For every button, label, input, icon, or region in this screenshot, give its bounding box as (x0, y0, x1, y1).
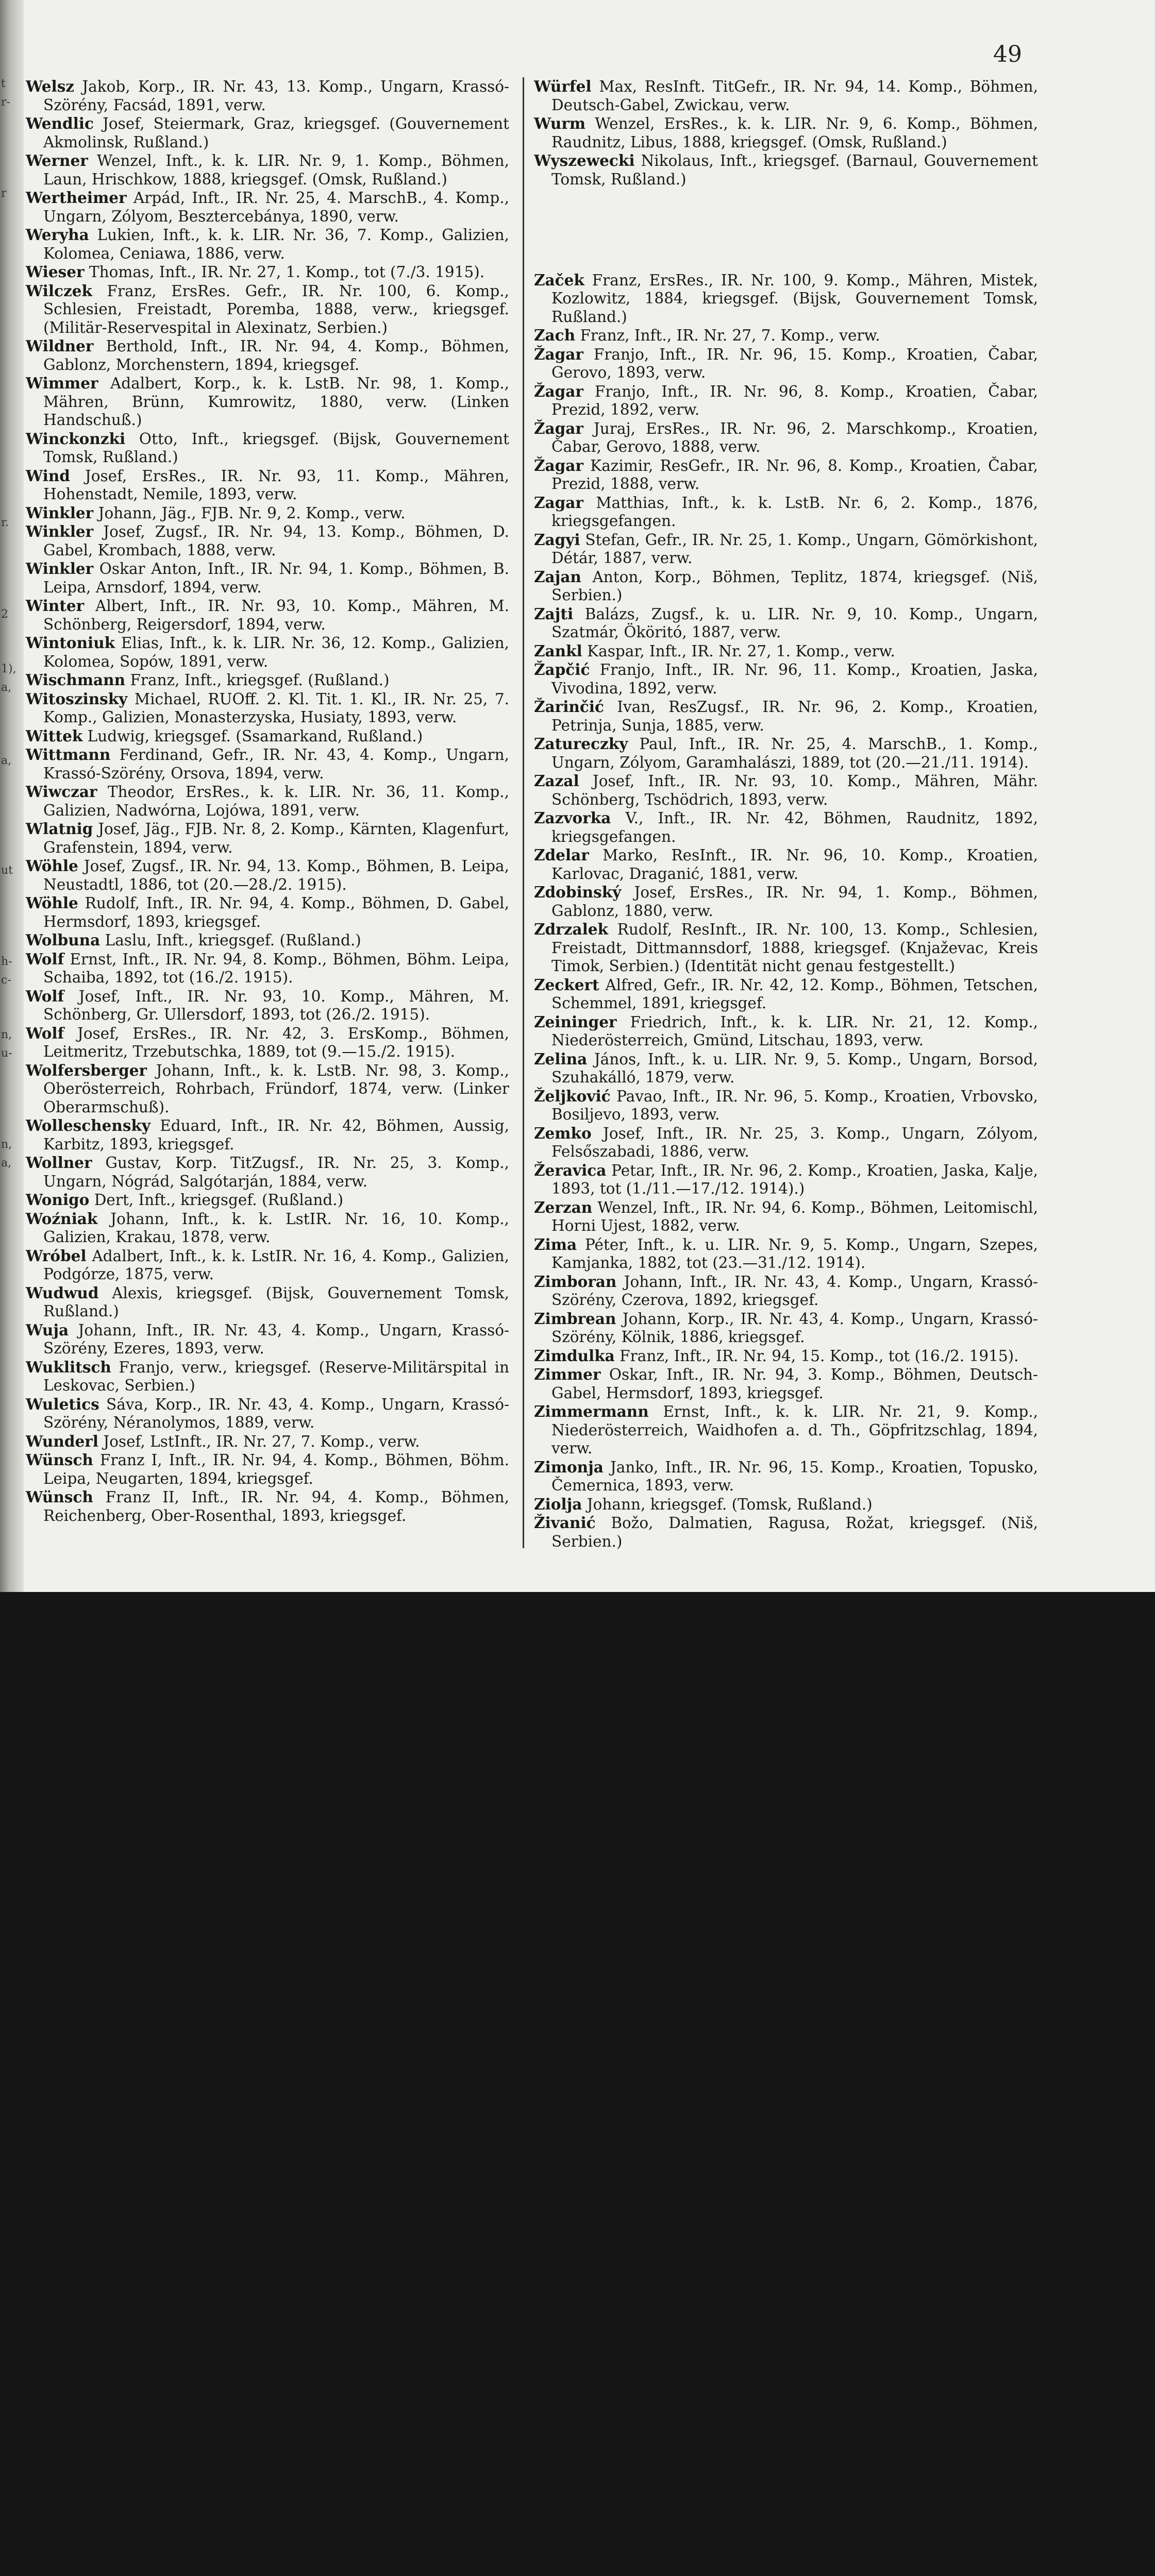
entry-details: Juraj, ErsRes., IR. Nr. 96, 2. Marschkomp., Kroatien, Čabar, Gerovo, 1888, verw. (551, 419, 1038, 455)
register-entry (534, 456, 1038, 494)
entry-surname: Woźniak (26, 1209, 98, 1228)
entry-surname: Wiwczar (26, 783, 97, 801)
entry-details: Johann, Inft., IR. Nr. 43, 4. Komp., Ungarn, Krassó-Szörény, Czerova, 1892, kriegsgef. (551, 1273, 1038, 1309)
register-entry (534, 698, 1038, 735)
register-entry (26, 1024, 509, 1061)
entry-details: Oskar Anton, Inft., IR. Nr. 94, 1. Komp., Böhmen, B. Leipa, Arnsdorf, 1894, verw. (43, 560, 509, 596)
entry-surname: Wudwud (26, 1283, 99, 1302)
entry-surname: Weryha (26, 226, 89, 244)
entry-details: Johann, Korp., IR. Nr. 43, 4. Komp., Ungarn, Krassó-Szörény, Kölnik, 1886, kriegsgef. (551, 1310, 1038, 1346)
register-entry (534, 1310, 1038, 1347)
entry-details: Josef, Zugsf., IR. Nr. 94, 13. Komp., Böhmen, D. Gabel, Krombach, 1888, verw. (43, 523, 509, 559)
entry-surname: Wuklitsch (26, 1358, 111, 1376)
entry-surname: Wind (26, 466, 70, 485)
entry-surname: Zima (534, 1235, 577, 1253)
register-entry (26, 560, 509, 597)
entry-details: Franz, Inft., IR. Nr. 94, 15. Komp., tot (16./2. 1915). (614, 1347, 1019, 1365)
entry-surname: Zajan (534, 567, 581, 586)
entry-details: Josef, Steiermark, Graz, kriegsgef. (Gouvernement Akmolinsk, Rußland.) (43, 115, 509, 151)
entry-surname: Zeckert (534, 975, 599, 994)
entry-details: Michael, RUOff. 2. Kl. Tit. 1. Kl., IR. Nr. 25, 7. Komp., Galizien, Monasterzyska, Husiaty, 1893, verw. (43, 690, 509, 726)
register-entry (26, 151, 509, 189)
register-entry (26, 1154, 509, 1191)
register-entry (534, 494, 1038, 531)
register-entry (534, 1124, 1038, 1161)
register-entry (26, 690, 509, 727)
register-entry (534, 772, 1038, 809)
entry-details: Alexis, kriegsgef. (Bijsk, Gouvernement Tomsk, Rußland.) (43, 1284, 509, 1320)
entry-details: Franjo, Inft., IR. Nr. 96, 15. Komp., Kroatien, Čabar, Gerovo, 1893, verw. (551, 345, 1038, 381)
entry-surname: Wintoniuk (26, 634, 115, 652)
entry-surname: Zagyi (534, 530, 580, 549)
entry-details: Josef, Inft., IR. Nr. 25, 3. Komp., Ungarn, Zólyom, Felsőszabadi, 1886, verw. (551, 1124, 1038, 1160)
entry-surname: Winkler (26, 522, 94, 540)
entry-details: Thomas, Inft., IR. Nr. 27, 1. Komp., tot (7./3. 1915). (84, 263, 485, 281)
entry-details: Franjo, Inft., IR. Nr. 96, 11. Komp., Kroatien, Jaska, Vivodina, 1892, verw. (551, 661, 1038, 697)
register-entry (26, 114, 509, 151)
entry-surname: Žagar (534, 456, 583, 474)
entry-details: Laslu, Inft., kriegsgef. (Rußland.) (100, 931, 361, 949)
register-entry (26, 1432, 509, 1451)
entry-surname: Winkler (26, 560, 94, 578)
entry-details: Nikolaus, Inft., kriegsgef. (Barnaul, Gouvernement Tomsk, Rußland.) (551, 152, 1038, 188)
register-entry (26, 1191, 509, 1210)
register-entry (26, 263, 509, 282)
entry-surname: Zdobinský (534, 883, 622, 901)
gutter-fragment: n, (1, 1028, 12, 1041)
gutter-fragment: a, (1, 754, 12, 767)
entry-details: Rudolf, ResInft., IR. Nr. 100, 13. Komp., Schlesien, Freistadt, Dittmannsdorf, 1888, kriegsgef. (Knjaževac, Kreis Timok, Serbien.) (Identität nicht genau festgestellt.) (551, 921, 1038, 975)
entry-details: Otto, Inft., kriegsgef. (Bijsk, Gouvernement Tomsk, Rußland.) (43, 430, 509, 466)
entry-details: Oskar, Inft., IR. Nr. 94, 3. Komp., Böhmen, Deutsch-Gabel, Hermsdorf, 1893, kriegsgef. (551, 1366, 1038, 1402)
entry-surname: Wurm (534, 114, 586, 132)
register-entry (534, 660, 1038, 698)
gutter-fragment: n, (1, 1138, 12, 1151)
register-entry (534, 271, 1038, 327)
entry-details: Josef, ErsRes., IR. Nr. 94, 1. Komp., Böhmen, Gablonz, 1880, verw. (551, 884, 1038, 920)
entry-surname: Zajti (534, 604, 574, 623)
entry-details: Albert, Inft., IR. Nr. 93, 10. Komp., Mähren, M. Schönberg, Reigersdorf, 1894, verw. (43, 597, 509, 633)
entry-surname: Wendlic (26, 114, 94, 132)
register-entry (534, 114, 1038, 151)
entry-details: Paul, Inft., IR. Nr. 25, 4. MarschB., 1. Komp., Ungarn, Zólyom, Garamhalászi, 1889, tot (20.—21./11. 1914). (551, 735, 1038, 771)
entry-details: Theodor, ErsRes., k. k. LIR. Nr. 36, 11. Komp., Galizien, Nadwórna, Lojówa, 1891, verw. (43, 783, 509, 819)
register-entry (26, 226, 509, 263)
register-entry (26, 1116, 509, 1154)
register-entry (534, 883, 1038, 920)
page-gutter (0, 0, 24, 1592)
page-number: 49 (993, 41, 1022, 67)
gutter-fragment: r. (1, 516, 9, 529)
gutter-fragment: c- (1, 973, 11, 987)
entry-details: Arpád, Inft., IR. Nr. 25, 4. MarschB., 4. Komp., Ungarn, Zólyom, Besztercebánya, 1890, verw. (43, 189, 509, 225)
register-entry (26, 783, 509, 820)
entry-details: Franz, ErsRes. Gefr., IR. Nr. 100, 6. Komp., Schlesien, Freistadt, Poremba, 1888, verw., kriegsgef. (Militär-Reservespital in Alexinatz, Serbien.) (43, 282, 509, 336)
register-entry (26, 430, 509, 467)
entry-surname: Wimmer (26, 374, 98, 392)
entry-details: Wenzel, ErsRes., k. k. LIR. Nr. 9, 6. Komp., Böhmen, Raudnitz, Libus, 1888, kriegsgef. (Omsk, Rußland.) (551, 115, 1038, 151)
register-entry (534, 1198, 1038, 1235)
entry-surname: Živanić (534, 1514, 596, 1532)
gutter-fragment: h- (1, 955, 12, 968)
register-entry (26, 931, 509, 950)
entry-surname: Žeravica (534, 1161, 607, 1179)
entry-details: Gustav, Korp. TitZugsf., IR. Nr. 25, 3. Komp., Ungarn, Nógrád, Salgótarján, 1884, verw. (43, 1154, 509, 1190)
entry-surname: Wolfersberger (26, 1061, 147, 1079)
register-entry (534, 1235, 1038, 1273)
register-entry (26, 77, 509, 114)
entry-surname: Wolbuna (26, 931, 101, 949)
register-entry (534, 920, 1038, 976)
register-entry (534, 1161, 1038, 1198)
register-entry (534, 568, 1038, 605)
entry-surname: Wittek (26, 726, 83, 745)
column-divider (523, 77, 524, 1548)
entry-details: Péter, Inft., k. u. LIR. Nr. 9, 5. Komp., Ungarn, Szepes, Kamjanka, 1882, tot (23.—31./12. 1914). (551, 1235, 1038, 1272)
entry-surname: Würfel (534, 77, 592, 95)
entry-surname: Začek (534, 270, 584, 289)
entry-details: Friedrich, Inft., k. k. LIR. Nr. 21, 12. Komp., Niederösterreich, Gmünd, Litschau, 1893, verw. (551, 1013, 1038, 1049)
register-entry (534, 1514, 1038, 1551)
entry-details: Josef, LstInft., IR. Nr. 27, 7. Komp., verw. (98, 1432, 420, 1450)
entry-details: Matthias, Inft., k. k. LstB. Nr. 6, 2. Komp., 1876, kriegsgefangen. (551, 494, 1038, 530)
entry-details: Stefan, Gefr., IR. Nr. 25, 1. Komp., Ungarn, Gömörkishont, Détár, 1887, verw. (551, 531, 1038, 567)
register-entry (26, 634, 509, 671)
entry-details: Franjo, Inft., IR. Nr. 96, 8. Komp., Kroatien, Čabar, Prezid, 1892, verw. (551, 382, 1038, 418)
register-entry (26, 1451, 509, 1488)
register-entry (26, 1210, 509, 1247)
entry-details: Marko, ResInft., IR. Nr. 96, 10. Komp., Kroatien, Karlovac, Draganić, 1881, verw. (551, 846, 1038, 883)
entry-gap (534, 204, 1038, 223)
register-entry (26, 1358, 509, 1395)
entry-surname: Wünsch (26, 1451, 93, 1469)
register-entry (534, 345, 1038, 382)
entry-surname: Wischmann (26, 671, 126, 689)
register-entry (26, 189, 509, 226)
entry-surname: Zatureczky (534, 735, 628, 753)
entry-details: Adalbert, Inft., k. k. LstIR. Nr. 16, 4. Komp., Galizien, Podgórze, 1875, verw. (43, 1247, 509, 1283)
entry-surname: Welsz (26, 77, 75, 95)
entry-surname: Zimboran (534, 1272, 617, 1291)
entry-surname: Wildner (26, 337, 94, 355)
entry-surname: Witoszinsky (26, 689, 128, 708)
entry-details: Ferdinand, Gefr., IR. Nr. 43, 4. Komp., Ungarn, Krassó-Szörény, Orsova, 1894, verw. (43, 746, 509, 782)
entry-details: Johann, Jäg., FJB. Nr. 9, 2. Komp., verw. (93, 504, 406, 522)
entry-surname: Zimmer (534, 1365, 601, 1383)
register-entry (26, 1395, 509, 1432)
register-entry (26, 504, 509, 523)
entry-surname: Zimmermann (534, 1402, 649, 1420)
entry-surname: Žagar (534, 419, 583, 437)
gutter-fragment: u- (1, 1046, 12, 1060)
entry-details: Ludwig, kriegsgef. (Ssamarkand, Rußland.) (82, 727, 423, 745)
entry-details: Josef, Zugsf., IR. Nr. 94, 13. Komp., Böhmen, B. Leipa, Neustadtl, 1886, tot (20.—28./2. 1915). (43, 857, 509, 893)
entry-details: Berthold, Inft., IR. Nr. 94, 4. Komp., Böhmen, Gablonz, Morchenstern, 1894, kriegsgef. (43, 337, 509, 374)
register-entry (26, 1321, 509, 1358)
entry-details: Pavao, Inft., IR. Nr. 96, 5. Komp., Kroatien, Vrbovsko, Bosiljevo, 1893, verw. (551, 1087, 1038, 1123)
register-entry (26, 467, 509, 504)
entry-details: Max, ResInft. TitGefr., IR. Nr. 94, 14. Komp., Böhmen, Deutsch-Gabel, Zwickau, verw. (551, 78, 1038, 114)
register-entry (26, 282, 509, 337)
gutter-fragment: r (1, 187, 7, 200)
entry-details: Josef, Inft., IR. Nr. 93, 10. Komp., Mähren, Mähr. Schönberg, Tschödrich, 1893, verw. (551, 772, 1038, 808)
entry-details: Franjo, verw., kriegsgef. (Reserve-Militärspital in Leskovac, Serbien.) (43, 1358, 509, 1394)
entry-details: Josef, ErsRes., IR. Nr. 93, 11. Komp., Mähren, Hohenstadt, Nemile, 1893, verw. (43, 467, 509, 503)
entry-details: Ivan, ResZugsf., IR. Nr. 96, 2. Komp., Kroatien, Petrinja, Sunja, 1885, verw. (551, 698, 1038, 734)
register-entry (534, 1273, 1038, 1310)
entry-details: Josef, Jäg., FJB. Nr. 8, 2. Komp., Kärnten, Klagenfurt, Grafenstein, 1894, verw. (43, 820, 509, 856)
entry-surname: Winkler (26, 503, 94, 522)
register-entry (534, 151, 1038, 189)
entry-details: Janko, Inft., IR. Nr. 96, 15. Komp., Kroatien, Topusko, Čemernica, 1893, verw. (551, 1458, 1038, 1494)
entry-surname: Wieser (26, 263, 85, 281)
entry-details: Ernst, Inft., k. k. LIR. Nr. 21, 9. Komp., Niederösterreich, Waidhofen a. d. Th., Göpfritzschlag, 1894, verw. (551, 1403, 1038, 1457)
entry-details: Franz, ErsRes., IR. Nr. 100, 9. Komp., Mähren, Mistek, Kozlowitz, 1884, kriegsgef. (Bijsk, Gouvernement Tomsk, Rußland.) (551, 271, 1038, 326)
entry-surname: Zelina (534, 1049, 588, 1068)
entry-surname: Wyszewecki (534, 151, 635, 170)
gutter-fragment: 2 (1, 607, 8, 621)
entry-details: Josef, Inft., IR. Nr. 93, 10. Komp., Mähren, M. Schönberg, Gr. Ullersdorf, 1893, tot (26./2. 1915). (43, 987, 509, 1023)
entry-surname: Winckonzki (26, 429, 126, 448)
register-entry (26, 522, 509, 560)
entry-gap (534, 238, 1038, 256)
register-entry (534, 642, 1038, 661)
entry-surname: Winter (26, 597, 85, 615)
entry-surname: Ziolja (534, 1495, 582, 1513)
register-entry (534, 326, 1038, 345)
entry-surname: Zeininger (534, 1012, 617, 1031)
register-entry (534, 382, 1038, 419)
entry-surname: Wünsch (26, 1488, 93, 1506)
entry-details: Elias, Inft., k. k. LIR. Nr. 36, 12. Komp., Galizien, Kolomea, Sopów, 1891, verw. (43, 634, 509, 670)
register-entry (534, 1087, 1038, 1124)
entry-details: Franz, Inft., IR. Nr. 27, 7. Komp., verw. (575, 327, 880, 344)
gutter-fragment: r- (1, 95, 10, 109)
entry-details: Eduard, Inft., IR. Nr. 42, Böhmen, Aussig, Karbitz, 1893, kriegsgef. (43, 1117, 509, 1153)
entry-surname: Zerzan (534, 1198, 593, 1216)
entry-surname: Zankl (534, 641, 582, 660)
entry-surname: Wollner (26, 1154, 92, 1172)
entry-details: Jakob, Korp., IR. Nr. 43, 13. Komp., Ungarn, Krassó-Szörény, Facsád, 1891, verw. (43, 78, 509, 114)
entry-details: Petar, Inft., IR. Nr. 96, 2. Komp., Kroatien, Jaska, Kalje, 1893, tot (1./11.—17./12. 1914).) (551, 1161, 1038, 1197)
entry-surname: Wlatnig (26, 820, 93, 838)
entry-details: Franz II, Inft., IR. Nr. 94, 4. Komp., Böhmen, Reichenberg, Ober-Rosenthal, 1893, kriegsgef. (43, 1488, 509, 1524)
entry-details: Ernst, Inft., IR. Nr. 94, 8. Komp., Böhmen, Böhm. Leipa, Schaiba, 1892, tot (16./2. 1915). (43, 950, 509, 986)
register-entry (534, 976, 1038, 1013)
entry-details: Johann, Inft., k. k. LstIR. Nr. 16, 10. Komp., Galizien, Krakau, 1878, verw. (43, 1210, 509, 1246)
register-entry (26, 950, 509, 987)
entry-details: Franz, Inft., kriegsgef. (Rußland.) (125, 671, 390, 689)
register-entry (534, 605, 1038, 642)
entry-surname: Werner (26, 151, 88, 170)
register-entry (534, 846, 1038, 883)
entry-surname: Žagar (534, 382, 583, 400)
entry-surname: Zach (534, 326, 576, 344)
entry-details: Dert, Inft., kriegsgef. (Rußland.) (89, 1191, 344, 1209)
entry-surname: Žarinčić (534, 698, 604, 716)
entry-surname: Wolf (26, 987, 64, 1005)
entry-details: Sáva, Korp., IR. Nr. 43, 4. Komp., Ungarn, Krassó-Szörény, Néranolymos, 1889, verw. (43, 1395, 509, 1431)
register-entry (534, 77, 1038, 114)
register-entry (26, 1061, 509, 1117)
gutter-fragment: a, (1, 1156, 12, 1170)
entry-details: Božo, Dalmatien, Ragusa, Rožat, kriegsgef. (Niš, Serbien.) (551, 1514, 1038, 1550)
entry-details: Franz I, Inft., IR. Nr. 94, 4. Komp., Böhmen, Böhm. Leipa, Neugarten, 1894, kriegsgef. (43, 1451, 509, 1487)
entry-details: Kazimir, ResGefr., IR. Nr. 96, 8. Komp., Kroatien, Čabar, Prezid, 1888, verw. (551, 456, 1038, 493)
register-entry (26, 745, 509, 783)
entry-details: Balázs, Zugsf., k. u. LIR. Nr. 9, 10. Komp., Ungarn, Szatmár, Ököritó, 1887, verw. (551, 605, 1038, 641)
register-entry (26, 374, 509, 430)
register-entry (26, 820, 509, 857)
entry-details: Adalbert, Korp., k. k. LstB. Nr. 98, 1. Komp., Mähren, Brünn, Kumrowitz, 1880, verw. (Linken Handschuß.) (43, 375, 509, 429)
entry-details: Kaspar, Inft., IR. Nr. 27, 1. Komp., verw. (582, 642, 895, 660)
register-entry (534, 1402, 1038, 1458)
register-entry (534, 1347, 1038, 1366)
register-entry (534, 1013, 1038, 1050)
entry-details: Lukien, Inft., k. k. LIR. Nr. 36, 7. Komp., Galizien, Kolomea, Ceniawa, 1886, verw. (43, 226, 509, 262)
entry-surname: Wuja (26, 1320, 69, 1339)
register-entry (26, 727, 509, 746)
register-entry (534, 1050, 1038, 1087)
entry-details: V., Inft., IR. Nr. 42, Böhmen, Raudnitz, 1892, kriegsgefangen. (551, 809, 1038, 845)
register-entry (534, 809, 1038, 846)
register-entry (26, 987, 509, 1024)
register-entry (26, 1488, 509, 1525)
entry-surname: Zdrzalek (534, 920, 608, 938)
entry-surname: Wuletics (26, 1395, 99, 1413)
register-entry (534, 735, 1038, 772)
entry-details: Johann, Inft., k. k. LstB. Nr. 98, 3. Komp., Oberösterreich, Rohrbach, Fründorf, 1874, verw. (Linker Oberarmschuß). (43, 1061, 509, 1116)
entry-details: Josef, ErsRes., IR. Nr. 42, 3. ErsKomp., Böhmen, Leitmeritz, Trzebutschka, 1889, tot (9.—15./2. 1915). (43, 1024, 509, 1060)
entry-surname: Wolf (26, 950, 64, 968)
entry-surname: Zagar (534, 493, 583, 512)
register-entry (26, 671, 509, 690)
gutter-fragment: ut (1, 863, 13, 877)
gutter-fragment: 1), (1, 663, 16, 675)
register-entry (26, 894, 509, 931)
register-entry (534, 1495, 1038, 1514)
entry-details: Wenzel, Inft., IR. Nr. 94, 6. Komp., Böhmen, Leitomischl, Horni Ujest, 1882, verw. (551, 1198, 1038, 1234)
entry-surname: Wolf (26, 1024, 64, 1042)
entry-surname: Zemko (534, 1124, 592, 1142)
entry-surname: Zazvorka (534, 809, 611, 827)
entry-details: Johann, kriegsgef. (Tomsk, Rußland.) (582, 1495, 873, 1513)
entry-surname: Zdelar (534, 846, 589, 864)
entry-surname: Wilczek (26, 281, 92, 300)
entry-surname: Wöhle (26, 857, 78, 875)
entry-details: Anton, Korp., Böhmen, Teplitz, 1874, kriegsgef. (Niš, Serbien.) (551, 568, 1038, 604)
gutter-fragment: t (1, 77, 6, 90)
entry-surname: Zazal (534, 772, 579, 790)
register-entry (534, 1458, 1038, 1495)
entry-details: Johann, Inft., IR. Nr. 43, 4. Komp., Ungarn, Krassó-Szörény, Ezeres, 1893, verw. (43, 1321, 509, 1357)
register-entry (26, 1247, 509, 1284)
entry-surname: Zimdulka (534, 1346, 615, 1365)
entry-surname: Wunderl (26, 1432, 98, 1450)
register-entry (26, 337, 509, 374)
viewer-footer (0, 1592, 1155, 1711)
entry-details: Rudolf, Inft., IR. Nr. 94, 4. Komp., Böhmen, D. Gabel, Hermsdorf, 1893, kriegsgef. (43, 894, 509, 930)
entry-details: Alfred, Gefr., IR. Nr. 42, 12. Komp., Böhmen, Tetschen, Schemmel, 1891, kriegsgef. (551, 976, 1038, 1012)
entry-surname: Wertheimer (26, 189, 127, 207)
gutter-fragment: a, (1, 681, 12, 694)
entry-surname: Wróbel (26, 1246, 87, 1265)
register-entry (26, 597, 509, 634)
entry-surname: Zimbrean (534, 1309, 616, 1328)
register-entry (26, 1284, 509, 1321)
entry-surname: Zimonja (534, 1458, 604, 1476)
left-column (26, 77, 509, 1525)
register-entry (26, 857, 509, 894)
entry-details: Wenzel, Inft., k. k. LIR. Nr. 9, 1. Komp., Böhmen, Laun, Hrischkow, 1888, kriegsgef. (Omsk, Rußland.) (43, 152, 509, 188)
entry-surname: Wonigo (26, 1191, 90, 1209)
entry-surname: Wöhle (26, 894, 78, 912)
entry-details: János, Inft., k. u. LIR. Nr. 9, 5. Komp., Ungarn, Borsod, Szuhakálló, 1879, verw. (551, 1050, 1038, 1086)
register-entry (534, 531, 1038, 568)
entry-surname: Wittmann (26, 745, 111, 764)
entry-surname: Željković (534, 1087, 611, 1105)
entry-surname: Wolleschensky (26, 1116, 151, 1134)
entry-surname: Žagar (534, 345, 583, 363)
entry-surname: Žapčić (534, 660, 590, 679)
right-column (534, 77, 1038, 1551)
register-entry (534, 1365, 1038, 1402)
register-entry (534, 419, 1038, 456)
